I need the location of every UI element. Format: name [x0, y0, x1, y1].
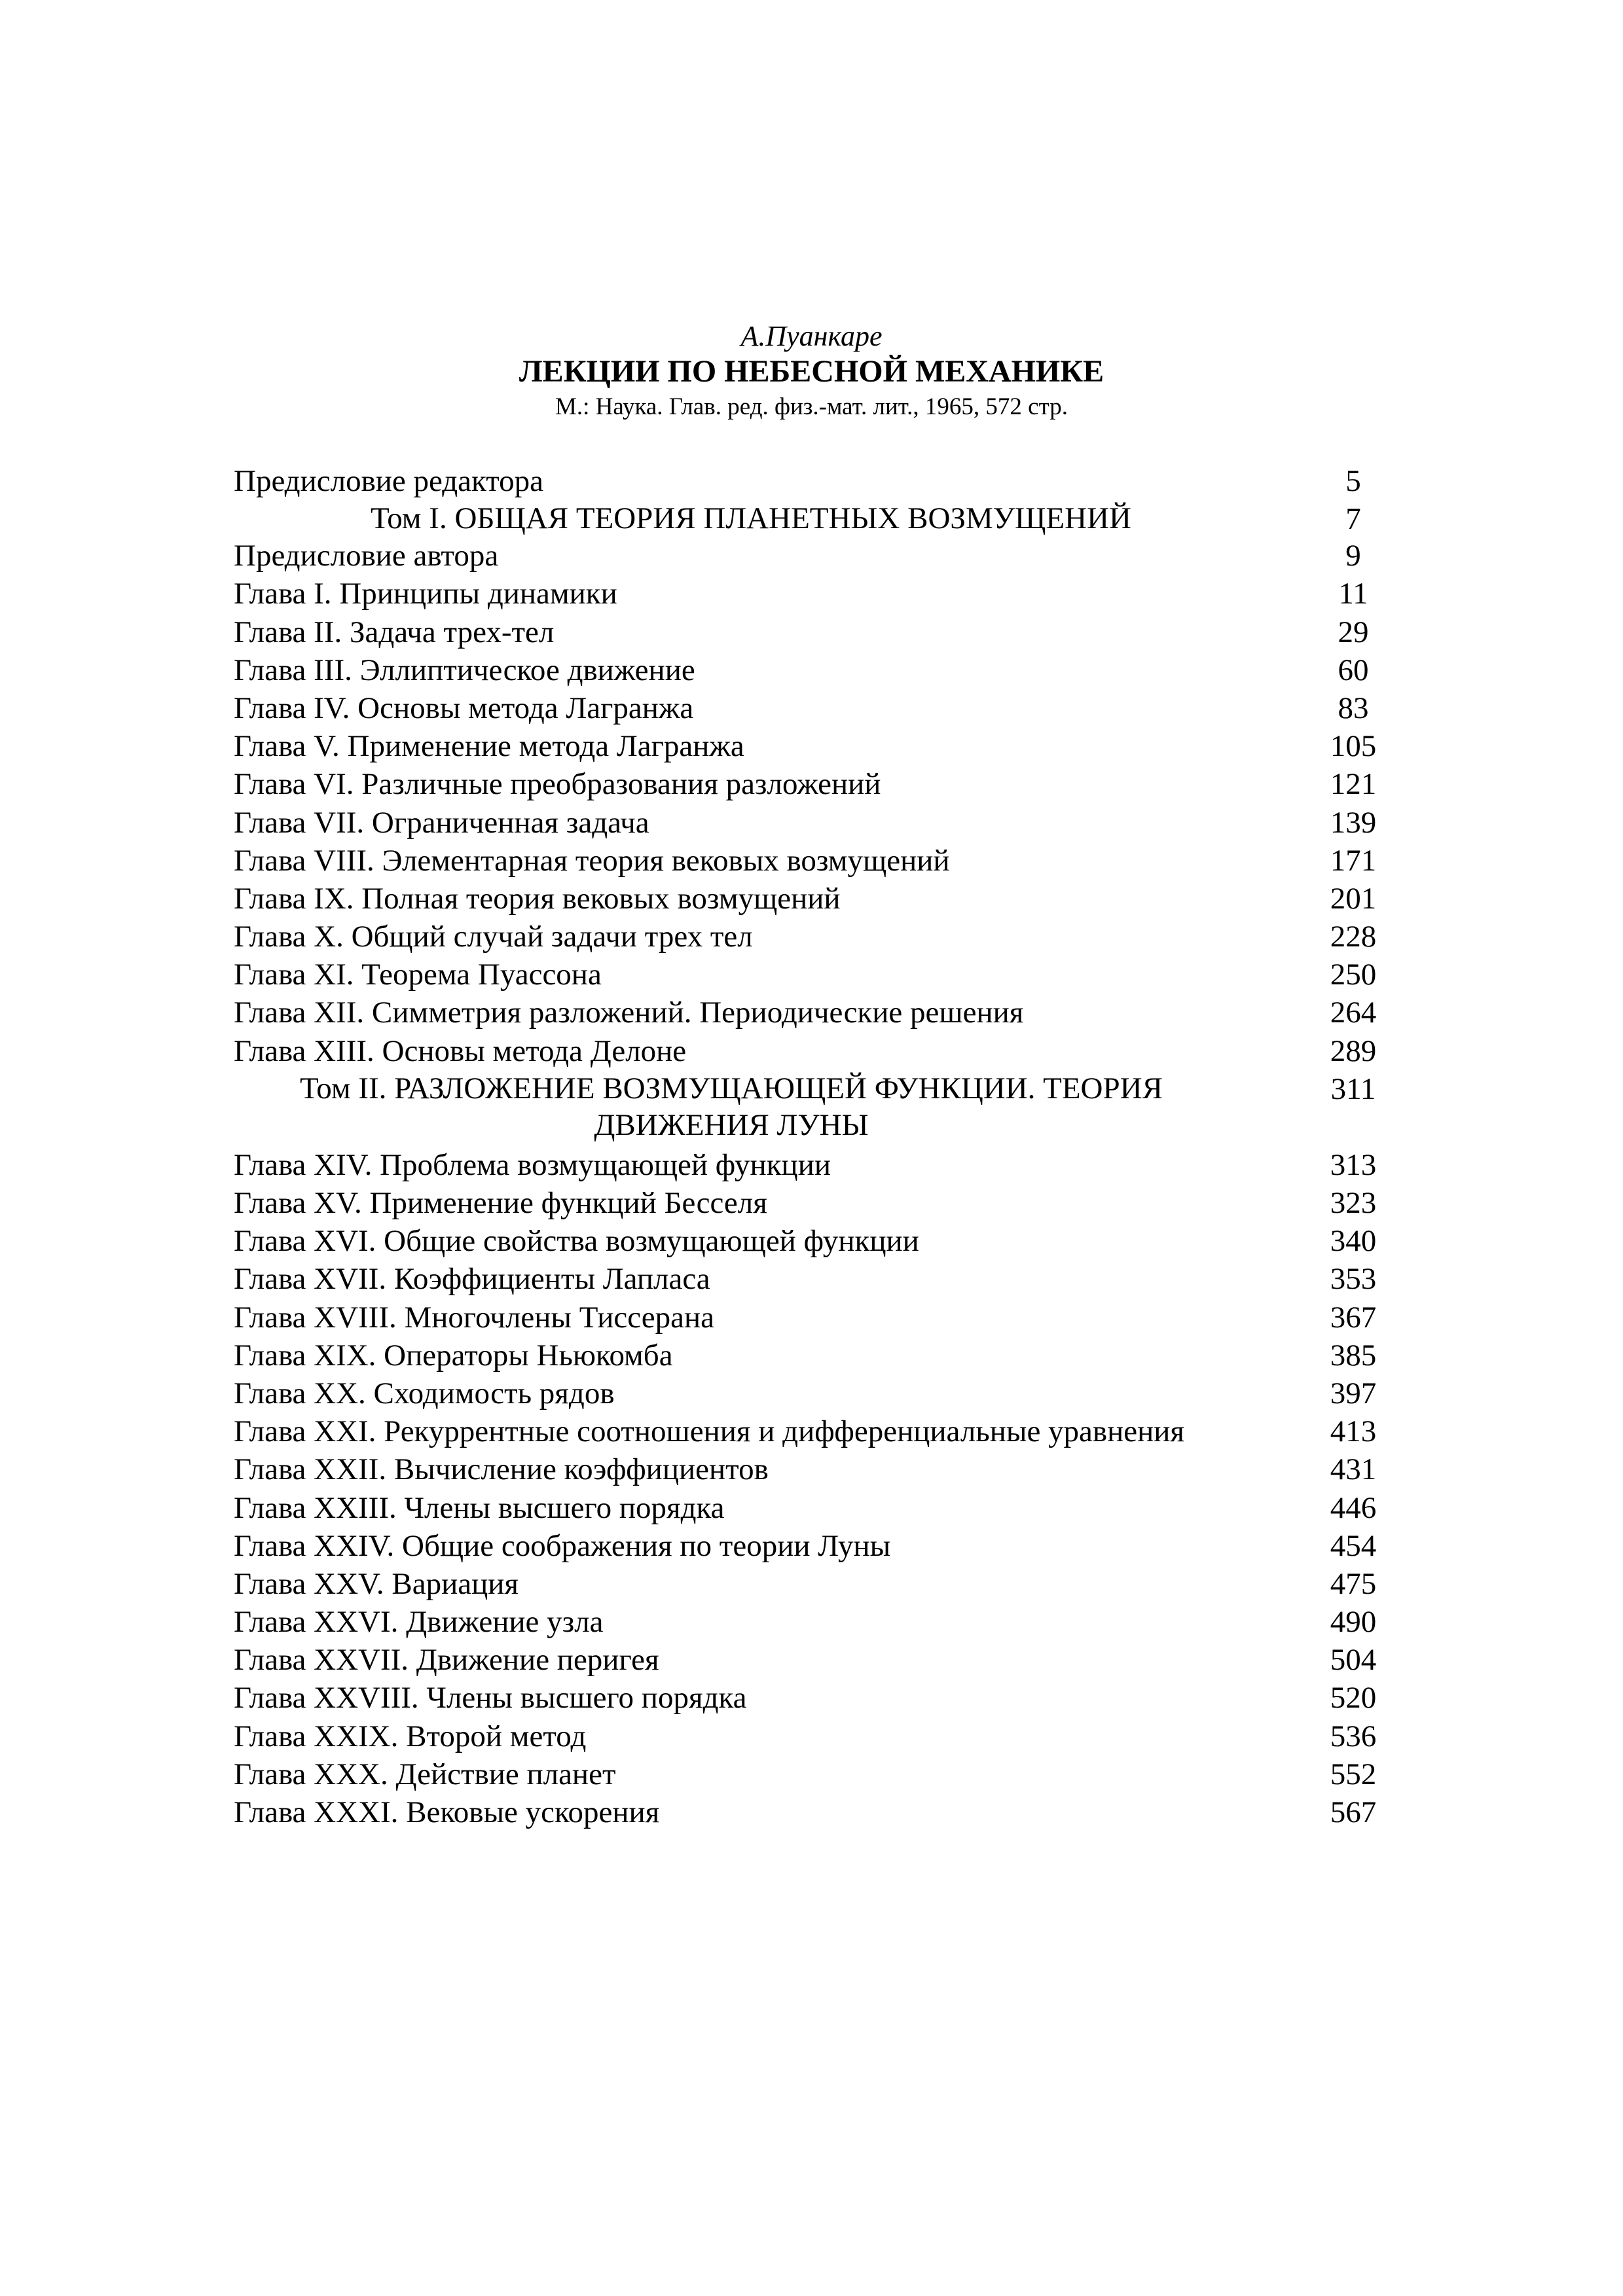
entry-title: Глава XXVI. Движение узла [234, 1605, 604, 1640]
page-number: 490 [1330, 1605, 1377, 1640]
page-number: 536 [1330, 1719, 1377, 1753]
volume-title: Том II. РАЗЛОЖЕНИЕ ВОЗМУЩАЮЩЕЙ ФУНКЦИИ. ТЕОРИЯ ДВИЖЕНИЯ ЛУНЫ [300, 1071, 1163, 1142]
page-number: 11 [1338, 577, 1368, 611]
toc-entry [234, 1793, 1399, 1831]
page-number: 250 [1330, 958, 1377, 992]
page-number: 323 [1330, 1186, 1377, 1220]
toc-entry [234, 956, 1399, 994]
toc-entry [234, 1146, 1399, 1184]
entry-title: Глава II. Задача трех-тел [234, 615, 555, 649]
entry-title: Глава XIV. Проблема возмущающей функции [234, 1147, 831, 1182]
toc-entry [234, 1412, 1399, 1450]
table-of-contents [234, 462, 1399, 1831]
entry-title: Глава XXXI. Вековые ускорения [234, 1795, 660, 1829]
page-number: 313 [1330, 1147, 1377, 1182]
entry-title: Глава XXVII. Движение перигея [234, 1643, 659, 1677]
page-number: 397 [1330, 1376, 1377, 1410]
toc-entry [234, 689, 1399, 727]
toc-entry [234, 880, 1399, 918]
page-number: 552 [1330, 1757, 1377, 1791]
page-number: 29 [1338, 615, 1369, 649]
toc-volume-heading [234, 1070, 1399, 1146]
toc-entry [234, 765, 1399, 803]
page-number: 385 [1330, 1338, 1377, 1372]
toc-entry [234, 1527, 1399, 1565]
toc-entry [234, 1565, 1399, 1603]
entry-title: Предисловие редактора [234, 464, 544, 498]
page-number: 105 [1330, 729, 1377, 764]
page-number: 367 [1330, 1300, 1377, 1335]
entry-title: Глава VI. Различные преобразования разложений [234, 767, 881, 802]
entry-title: Глава X. Общий случай задачи трех тел [234, 920, 753, 954]
toc-entry [234, 1489, 1399, 1527]
toc-entry [234, 462, 1399, 500]
page-number: 431 [1330, 1452, 1377, 1487]
toc-entry [234, 1336, 1399, 1374]
page-number: 520 [1330, 1681, 1377, 1715]
entry-title: Глава I. Принципы динамики [234, 577, 617, 611]
page-number: 5 [1345, 464, 1361, 498]
toc-entry [234, 1222, 1399, 1260]
toc-entry [234, 1184, 1399, 1222]
page-number: 171 [1330, 843, 1377, 878]
page-number: 446 [1330, 1490, 1377, 1525]
entry-title: Глава XII. Симметрия разложений. Периодические решения [234, 996, 1024, 1030]
entry-title: Глава XI. Теорема Пуассона [234, 958, 602, 992]
entry-title: Глава XVI. Общие свойства возмущающей функции [234, 1224, 919, 1259]
page-number: 340 [1330, 1224, 1377, 1259]
toc-entry [234, 651, 1399, 689]
entry-title: Глава XXV. Вариация [234, 1566, 519, 1601]
entry-title: Глава XXII. Вычисление коэффициентов [234, 1452, 769, 1487]
toc-entry [234, 1755, 1399, 1793]
page-number: 264 [1330, 996, 1377, 1030]
toc-entry [234, 1679, 1399, 1717]
toc-entry [234, 727, 1399, 765]
page-number: 139 [1330, 805, 1377, 840]
toc-entry [234, 1374, 1399, 1412]
toc-volume-heading [234, 500, 1399, 537]
page-number: 121 [1330, 767, 1377, 802]
page-number: 454 [1330, 1528, 1377, 1563]
entry-title: Глава XXIV. Общие соображения по теории Луны [234, 1528, 891, 1563]
toc-entry [234, 1717, 1399, 1755]
entry-title: Глава XXVIII. Члены высшего порядка [234, 1681, 747, 1715]
entry-title: Глава XIX. Операторы Ньюкомба [234, 1338, 673, 1372]
entry-title: Глава V. Применение метода Лагранжа [234, 729, 744, 764]
page-number: 311 [1330, 1071, 1376, 1106]
page-number: 228 [1330, 920, 1377, 954]
entry-title: Глава XIII. Основы метода Делоне [234, 1033, 687, 1068]
page-number: 475 [1330, 1566, 1377, 1601]
entry-title: Глава XXX. Действие планет [234, 1757, 616, 1791]
entry-title: Глава IV. Основы метода Лагранжа [234, 691, 694, 725]
page-number: 289 [1330, 1033, 1377, 1068]
page-number: 504 [1330, 1643, 1377, 1677]
entry-title: Глава XVII. Коэффициенты Лапласа [234, 1262, 710, 1297]
toc-entry [234, 537, 1399, 575]
volume-title: Том I. ОБЩАЯ ТЕОРИЯ ПЛАНЕТНЫХ ВОЗМУЩЕНИЙ [371, 501, 1131, 536]
page-number: 353 [1330, 1262, 1377, 1297]
entry-title: Глава VII. Ограниченная задача [234, 805, 649, 840]
entry-title: Глава VIII. Элементарная теория вековых возмущений [234, 843, 950, 878]
entry-title: Глава XXIII. Члены высшего порядка [234, 1490, 725, 1525]
entry-title: Глава XXI. Рекуррентные соотношения и дифференциальные уравнения [234, 1414, 1185, 1449]
entry-title: Глава XVIII. Многочлены Тиссерана [234, 1300, 714, 1335]
page-number: 201 [1330, 881, 1377, 916]
toc-entry [234, 613, 1399, 651]
page-number: 567 [1330, 1795, 1377, 1829]
toc-entry [234, 1299, 1399, 1336]
entry-title: Глава IX. Полная теория вековых возмущений [234, 881, 841, 916]
toc-entry [234, 1260, 1399, 1298]
toc-entry [234, 1603, 1399, 1641]
publication-info: М.: Наука. Глав. ред. физ.-мат. лит., 1965, 572 стр. [555, 393, 1068, 420]
book-title: ЛЕКЦИИ ПО НЕБЕСНОЙ МЕХАНИКЕ [519, 354, 1104, 389]
entry-title: Глава III. Эллиптическое движение [234, 653, 695, 687]
entry-title: Глава XV. Применение функций Бесселя [234, 1186, 767, 1220]
entry-title: Глава XX. Сходимость рядов [234, 1376, 615, 1410]
toc-entry [234, 994, 1399, 1031]
page-number: 83 [1338, 691, 1369, 725]
page-number: 413 [1330, 1414, 1377, 1449]
page-number: 60 [1338, 653, 1369, 687]
page-number: 7 [1345, 502, 1361, 537]
toc-entry [234, 1032, 1399, 1070]
entry-title: Глава XXIX. Второй метод [234, 1719, 587, 1753]
entry-title: Предисловие автора [234, 539, 499, 573]
toc-entry [234, 1450, 1399, 1488]
toc-entry [234, 918, 1399, 956]
book-author: А.Пуанкаре [740, 320, 883, 352]
toc-entry [234, 842, 1399, 880]
toc-entry [234, 804, 1399, 842]
toc-entry [234, 575, 1399, 613]
toc-entry [234, 1641, 1399, 1679]
page-number: 9 [1345, 539, 1361, 573]
